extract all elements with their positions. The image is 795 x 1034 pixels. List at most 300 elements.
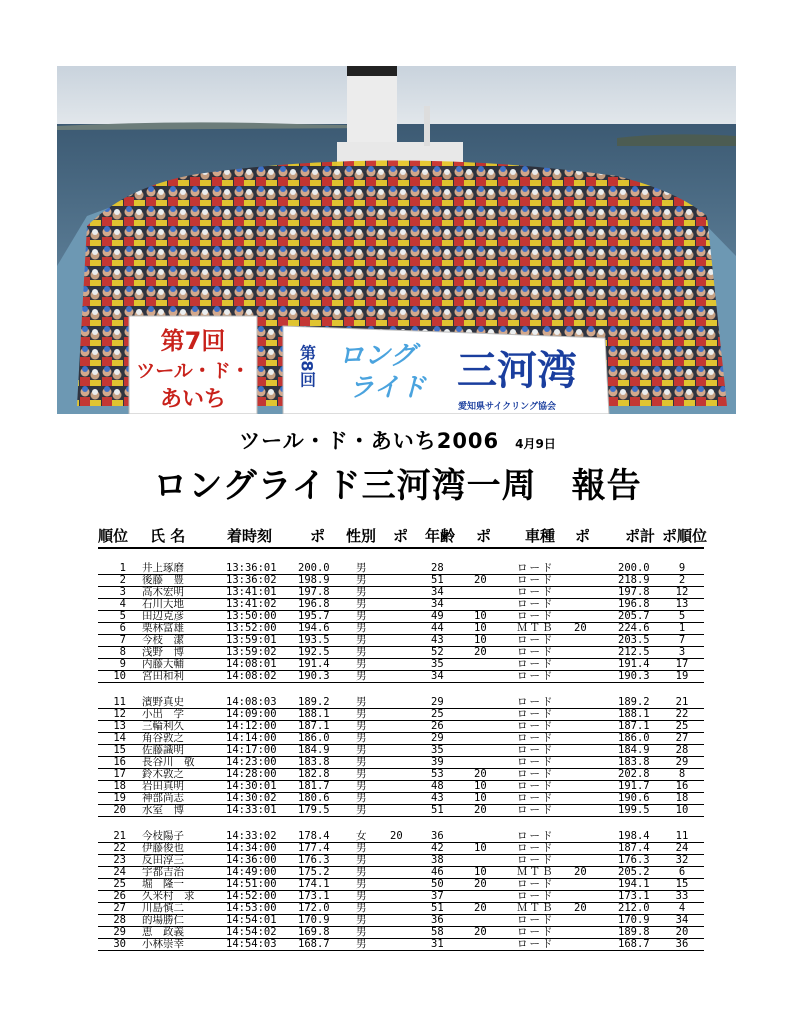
total-points-cell: 218.9 [618,574,650,586]
name-cell: 反田淳三 [142,854,184,866]
time-points-cell: 194.6 [298,622,330,634]
sex-cell: 男 [356,622,367,634]
name-cell: 栗林富雄 [142,622,184,634]
name-cell: 宇都吉治 [142,866,184,878]
rank-cell: 15 [113,744,126,756]
results-group [98,563,704,683]
age-cell: 29 [431,732,444,744]
table-row [98,709,704,721]
total-points-cell: 212.0 [618,902,650,914]
sex-cell: 男 [356,756,367,768]
total-points-cell: 188.1 [618,708,650,720]
points-rank-cell: 36 [675,938,689,950]
bike-cell: ＭＴＢ [517,866,555,878]
rank-cell: 22 [113,842,126,854]
results-header [98,523,708,549]
time-cell: 14:17:00 [226,744,277,756]
sex-cell: 男 [356,866,367,878]
table-row [98,587,704,599]
time-points-cell: 198.9 [298,574,330,586]
time-cell: 13:50:00 [226,610,277,622]
banner-left-line2: ツール・ド・ [136,360,250,382]
age-points-cell: 20 [474,804,487,816]
rank-cell: 11 [113,696,126,708]
points-rank-cell: 16 [675,780,689,792]
total-points-cell: 212.5 [618,646,650,658]
time-points-cell: 183.8 [298,756,330,768]
header-points-time: ポ [310,527,326,545]
bike-cell: ロード [517,696,555,708]
time-points-cell: 200.0 [298,562,330,574]
sex-cell: 男 [356,780,367,792]
rank-cell: 24 [113,866,126,878]
points-rank-cell: 1 [678,622,686,634]
points-rank-cell: 22 [675,708,689,720]
bike-cell: ＭＴＢ [517,902,555,914]
name-cell: 小林崇幸 [142,938,184,950]
points-rank-cell: 18 [675,792,689,804]
age-points-cell: 10 [474,842,487,854]
time-cell: 14:34:00 [226,842,277,854]
banner-right-num: 第8回 [297,344,317,388]
group-photo [57,66,736,414]
age-cell: 34 [431,586,444,598]
sex-cell: 男 [356,914,367,926]
time-cell: 13:41:01 [226,586,277,598]
sex-cell: 男 [356,744,367,756]
age-cell: 36 [431,914,444,926]
time-points-cell: 172.0 [298,902,330,914]
table-row [98,671,704,683]
banner-right [283,326,609,414]
total-points-cell: 187.1 [618,720,650,732]
table-row [98,867,704,879]
table-row [98,805,704,817]
sex-cell: 男 [356,598,367,610]
report-title: ロングライド三河湾一周 報告 [153,466,642,506]
time-points-cell: 192.5 [298,646,330,658]
total-points-cell: 187.4 [618,842,650,854]
time-points-cell: 186.0 [298,732,330,744]
results-group [98,831,704,951]
points-rank-cell: 29 [675,756,689,768]
time-cell: 14:08:03 [226,696,277,708]
points-rank-cell: 8 [678,768,686,780]
total-points-cell: 186.0 [618,732,650,744]
banner-left-line3: あいち [159,387,227,412]
time-cell: 14:30:02 [226,792,277,804]
table-row [98,563,704,575]
age-points-cell: 20 [474,902,487,914]
sex-cell: 男 [356,670,367,682]
total-points-cell: 203.5 [618,634,650,646]
age-cell: 48 [431,780,444,792]
rank-cell: 8 [119,646,126,658]
age-cell: 52 [431,646,444,658]
points-rank-cell: 20 [675,926,689,938]
bike-cell: ロード [517,720,555,732]
header-rank: 順位 [98,527,129,545]
table-row [98,635,704,647]
sex-cell: 男 [356,634,367,646]
time-cell: 13:52:00 [226,622,277,634]
name-cell: 恵 政義 [142,926,184,938]
bike-cell: ロード [517,574,555,586]
points-rank-cell: 17 [675,658,689,670]
time-points-cell: 170.9 [298,914,330,926]
age-cell: 49 [431,610,444,622]
name-cell: 水室 博 [142,804,184,816]
time-points-cell: 173.1 [298,890,330,902]
bike-points-cell: 20 [574,902,587,914]
age-cell: 50 [431,878,444,890]
name-cell: 川島慎二 [142,902,184,914]
bike-cell: ロード [517,732,555,744]
points-rank-cell: 25 [675,720,689,732]
age-cell: 31 [431,938,444,950]
rank-cell: 7 [119,634,126,646]
time-cell: 14:54:01 [226,914,277,926]
age-points-cell: 10 [474,610,487,622]
rank-cell: 20 [113,804,126,816]
age-cell: 37 [431,890,444,902]
time-cell: 14:51:00 [226,878,277,890]
bike-cell: ロード [517,830,555,842]
sex-cell: 男 [356,658,367,670]
points-rank-cell: 24 [675,842,689,854]
rank-cell: 13 [113,720,126,732]
table-row [98,757,704,769]
time-points-cell: 169.8 [298,926,330,938]
banner-left-line1: 第7回 [160,327,226,355]
time-cell: 14:54:03 [226,938,277,950]
sex-cell: 男 [356,610,367,622]
rank-cell: 1 [119,562,126,574]
time-cell: 14:08:02 [226,670,277,682]
time-cell: 13:36:01 [226,562,277,574]
header-name: 氏 名 [150,527,186,545]
results-table [98,523,708,951]
points-rank-cell: 34 [675,914,689,926]
age-cell: 51 [431,574,444,586]
time-cell: 14:53:00 [226,902,277,914]
time-points-cell: 182.8 [298,768,330,780]
rank-cell: 4 [119,598,126,610]
time-points-cell: 174.1 [298,878,330,890]
age-cell: 26 [431,720,444,732]
age-cell: 29 [431,696,444,708]
time-cell: 14:12:00 [226,720,277,732]
bike-cell: ロード [517,708,555,720]
total-points-cell: 190.6 [618,792,650,804]
age-points-cell: 20 [474,768,487,780]
name-cell: 神部尚志 [142,792,184,804]
table-row [98,733,704,745]
table-row [98,599,704,611]
age-cell: 44 [431,622,444,634]
age-points-cell: 10 [474,866,487,878]
event-date: 4月9日 [515,437,556,451]
points-rank-cell: 5 [678,610,686,622]
total-points-cell: 190.3 [618,670,650,682]
bike-cell: ＭＴＢ [517,622,555,634]
points-rank-cell: 21 [675,696,689,708]
bike-cell: ロード [517,842,555,854]
rank-cell: 27 [113,902,126,914]
age-cell: 39 [431,756,444,768]
name-cell: 内藤大輔 [142,658,184,670]
header-age: 年齢 [425,527,456,545]
name-cell: 角谷敦之 [142,732,184,744]
name-cell: 井上琢磨 [142,562,184,574]
age-cell: 35 [431,744,444,756]
time-points-cell: 188.1 [298,708,330,720]
sex-cell: 男 [356,732,367,744]
total-points-cell: 205.7 [618,610,650,622]
time-points-cell: 197.8 [298,586,330,598]
name-cell: 高木宏明 [142,586,184,598]
sex-cell: 男 [356,768,367,780]
age-points-cell: 20 [474,926,487,938]
sex-cell: 男 [356,696,367,708]
points-rank-cell: 13 [675,598,689,610]
bike-cell: ロード [517,780,555,792]
banner-right-place: 三河湾 [457,348,577,394]
name-cell: 濱野真史 [142,696,184,708]
time-cell: 14:09:00 [226,708,277,720]
table-row [98,721,704,733]
time-points-cell: 179.5 [298,804,330,816]
table-row [98,891,704,903]
rank-cell: 3 [119,586,126,598]
banner-left [129,316,257,414]
banner-right-long: ロング [338,341,416,371]
time-cell: 14:14:00 [226,732,277,744]
total-points-cell: 173.1 [618,890,650,902]
table-row [98,927,704,939]
header-points-rank: ポ順位 [662,527,708,545]
bike-points-cell: 20 [574,866,587,878]
time-points-cell: 180.6 [298,792,330,804]
age-points-cell: 10 [474,792,487,804]
points-rank-cell: 15 [675,878,689,890]
time-points-cell: 196.8 [298,598,330,610]
total-points-cell: 189.2 [618,696,650,708]
total-points-cell: 168.7 [618,938,650,950]
points-rank-cell: 32 [675,854,689,866]
age-points-cell: 10 [474,780,487,792]
age-cell: 51 [431,902,444,914]
name-cell: 三輪利久 [142,720,184,732]
name-cell: 堀 隆一 [142,878,184,890]
bike-cell: ロード [517,938,555,950]
table-row [98,781,704,793]
name-cell: 今枝 潔 [142,634,184,646]
time-cell: 13:59:02 [226,646,277,658]
bike-cell: ロード [517,562,555,574]
time-points-cell: 176.3 [298,854,330,866]
bike-cell: ロード [517,586,555,598]
total-points-cell: 199.5 [618,804,650,816]
bike-cell: ロード [517,598,555,610]
table-row [98,769,704,781]
time-points-cell: 189.2 [298,696,330,708]
rank-cell: 5 [119,610,126,622]
time-points-cell: 191.4 [298,658,330,670]
total-points-cell: 194.1 [618,878,650,890]
name-cell: 宮田和利 [142,670,184,682]
age-cell: 25 [431,708,444,720]
name-cell: 的場勝仁 [142,914,184,926]
table-row [98,915,704,927]
table-row [98,793,704,805]
header-time: 着時刻 [227,527,273,545]
rank-cell: 6 [119,622,126,634]
time-points-cell: 187.1 [298,720,330,732]
age-cell: 53 [431,768,444,780]
age-cell: 43 [431,634,444,646]
rank-cell: 14 [113,732,126,744]
rank-cell: 19 [113,792,126,804]
bike-cell: ロード [517,926,555,938]
points-rank-cell: 27 [675,732,689,744]
event-title [0,425,795,455]
bike-cell: ロード [517,792,555,804]
rank-cell: 28 [113,914,126,926]
rank-cell: 21 [113,830,126,842]
points-rank-cell: 33 [675,890,689,902]
total-points-cell: 205.2 [618,866,650,878]
time-cell: 14:52:00 [226,890,277,902]
time-cell: 14:33:01 [226,804,277,816]
time-points-cell: 195.7 [298,610,330,622]
age-cell: 42 [431,842,444,854]
table-row [98,939,704,951]
time-points-cell: 193.5 [298,634,330,646]
points-rank-cell: 9 [678,562,686,574]
time-points-cell: 175.2 [298,866,330,878]
age-cell: 51 [431,804,444,816]
age-cell: 35 [431,658,444,670]
time-cell: 14:08:01 [226,658,277,670]
total-points-cell: 198.4 [618,830,650,842]
group-photo-illustration [57,66,736,414]
rank-cell: 17 [113,768,126,780]
time-points-cell: 168.7 [298,938,330,950]
total-points-cell: 183.8 [618,756,650,768]
rank-cell: 26 [113,890,126,902]
sex-cell: 男 [356,586,367,598]
sex-cell: 男 [356,842,367,854]
time-cell: 14:23:00 [226,756,277,768]
time-points-cell: 177.4 [298,842,330,854]
rank-cell: 2 [119,574,126,586]
table-row [98,647,704,659]
table-row [98,575,704,587]
time-cell: 14:54:02 [226,926,277,938]
bike-cell: ロード [517,854,555,866]
sex-cell: 男 [356,574,367,586]
table-row [98,659,704,671]
table-row [98,903,704,915]
sex-cell: 男 [356,854,367,866]
total-points-cell: 184.9 [618,744,650,756]
sex-cell: 男 [356,720,367,732]
table-row [98,697,704,709]
total-points-cell: 170.9 [618,914,650,926]
table-row [98,623,704,635]
banner-right-org: 愛知県サイクリング協会 [457,402,557,412]
age-points-cell: 20 [474,646,487,658]
points-rank-cell: 3 [678,646,686,658]
time-points-cell: 184.9 [298,744,330,756]
points-rank-cell: 19 [675,670,689,682]
age-points-cell: 20 [474,574,487,586]
points-rank-cell: 28 [675,744,689,756]
bike-points-cell: 20 [574,622,587,634]
name-cell: 久米村 求 [142,890,195,902]
age-points-cell: 10 [474,634,487,646]
points-rank-cell: 12 [675,586,689,598]
points-rank-cell: 2 [678,574,686,586]
bike-cell: ロード [517,890,555,902]
rank-cell: 30 [113,938,126,950]
header-points-bike: ポ [575,527,591,545]
rank-cell: 9 [119,658,126,670]
bike-cell: ロード [517,878,555,890]
rank-cell: 12 [113,708,126,720]
total-points-cell: 200.0 [618,562,650,574]
sex-cell: 男 [356,926,367,938]
sex-cell: 女 [356,830,367,842]
rank-cell: 10 [113,670,126,682]
time-cell: 13:41:02 [226,598,277,610]
time-points-cell: 181.7 [298,780,330,792]
results-body [98,563,704,951]
time-cell: 14:30:01 [226,780,277,792]
sex-cell: 男 [356,646,367,658]
bike-cell: ロード [517,610,555,622]
age-cell: 46 [431,866,444,878]
total-points-cell: 189.8 [618,926,650,938]
bike-cell: ロード [517,756,555,768]
bike-cell: ロード [517,646,555,658]
name-cell: 佐藤識明 [142,744,184,756]
rank-cell: 29 [113,926,126,938]
table-row [98,855,704,867]
points-rank-cell: 11 [675,830,689,842]
name-cell: 伊藤俊也 [142,842,184,854]
points-rank-cell: 7 [678,634,686,646]
sex-cell: 男 [356,562,367,574]
age-cell: 43 [431,792,444,804]
sex-cell: 男 [356,878,367,890]
banner-right-ride: ライド [348,373,426,403]
points-rank-cell: 6 [678,866,686,878]
name-cell: 長谷川 敬 [142,756,195,768]
rank-cell: 16 [113,756,126,768]
sex-cell: 男 [356,792,367,804]
total-points-cell: 197.8 [618,586,650,598]
bike-cell: ロード [517,914,555,926]
sex-points-cell: 20 [390,830,403,842]
age-cell: 36 [431,830,444,842]
bike-cell: ロード [517,768,555,780]
name-cell: 後藤 豊 [142,574,184,586]
name-cell: 鈴木敦之 [142,768,184,780]
points-rank-cell: 10 [675,804,689,816]
bike-cell: ロード [517,658,555,670]
